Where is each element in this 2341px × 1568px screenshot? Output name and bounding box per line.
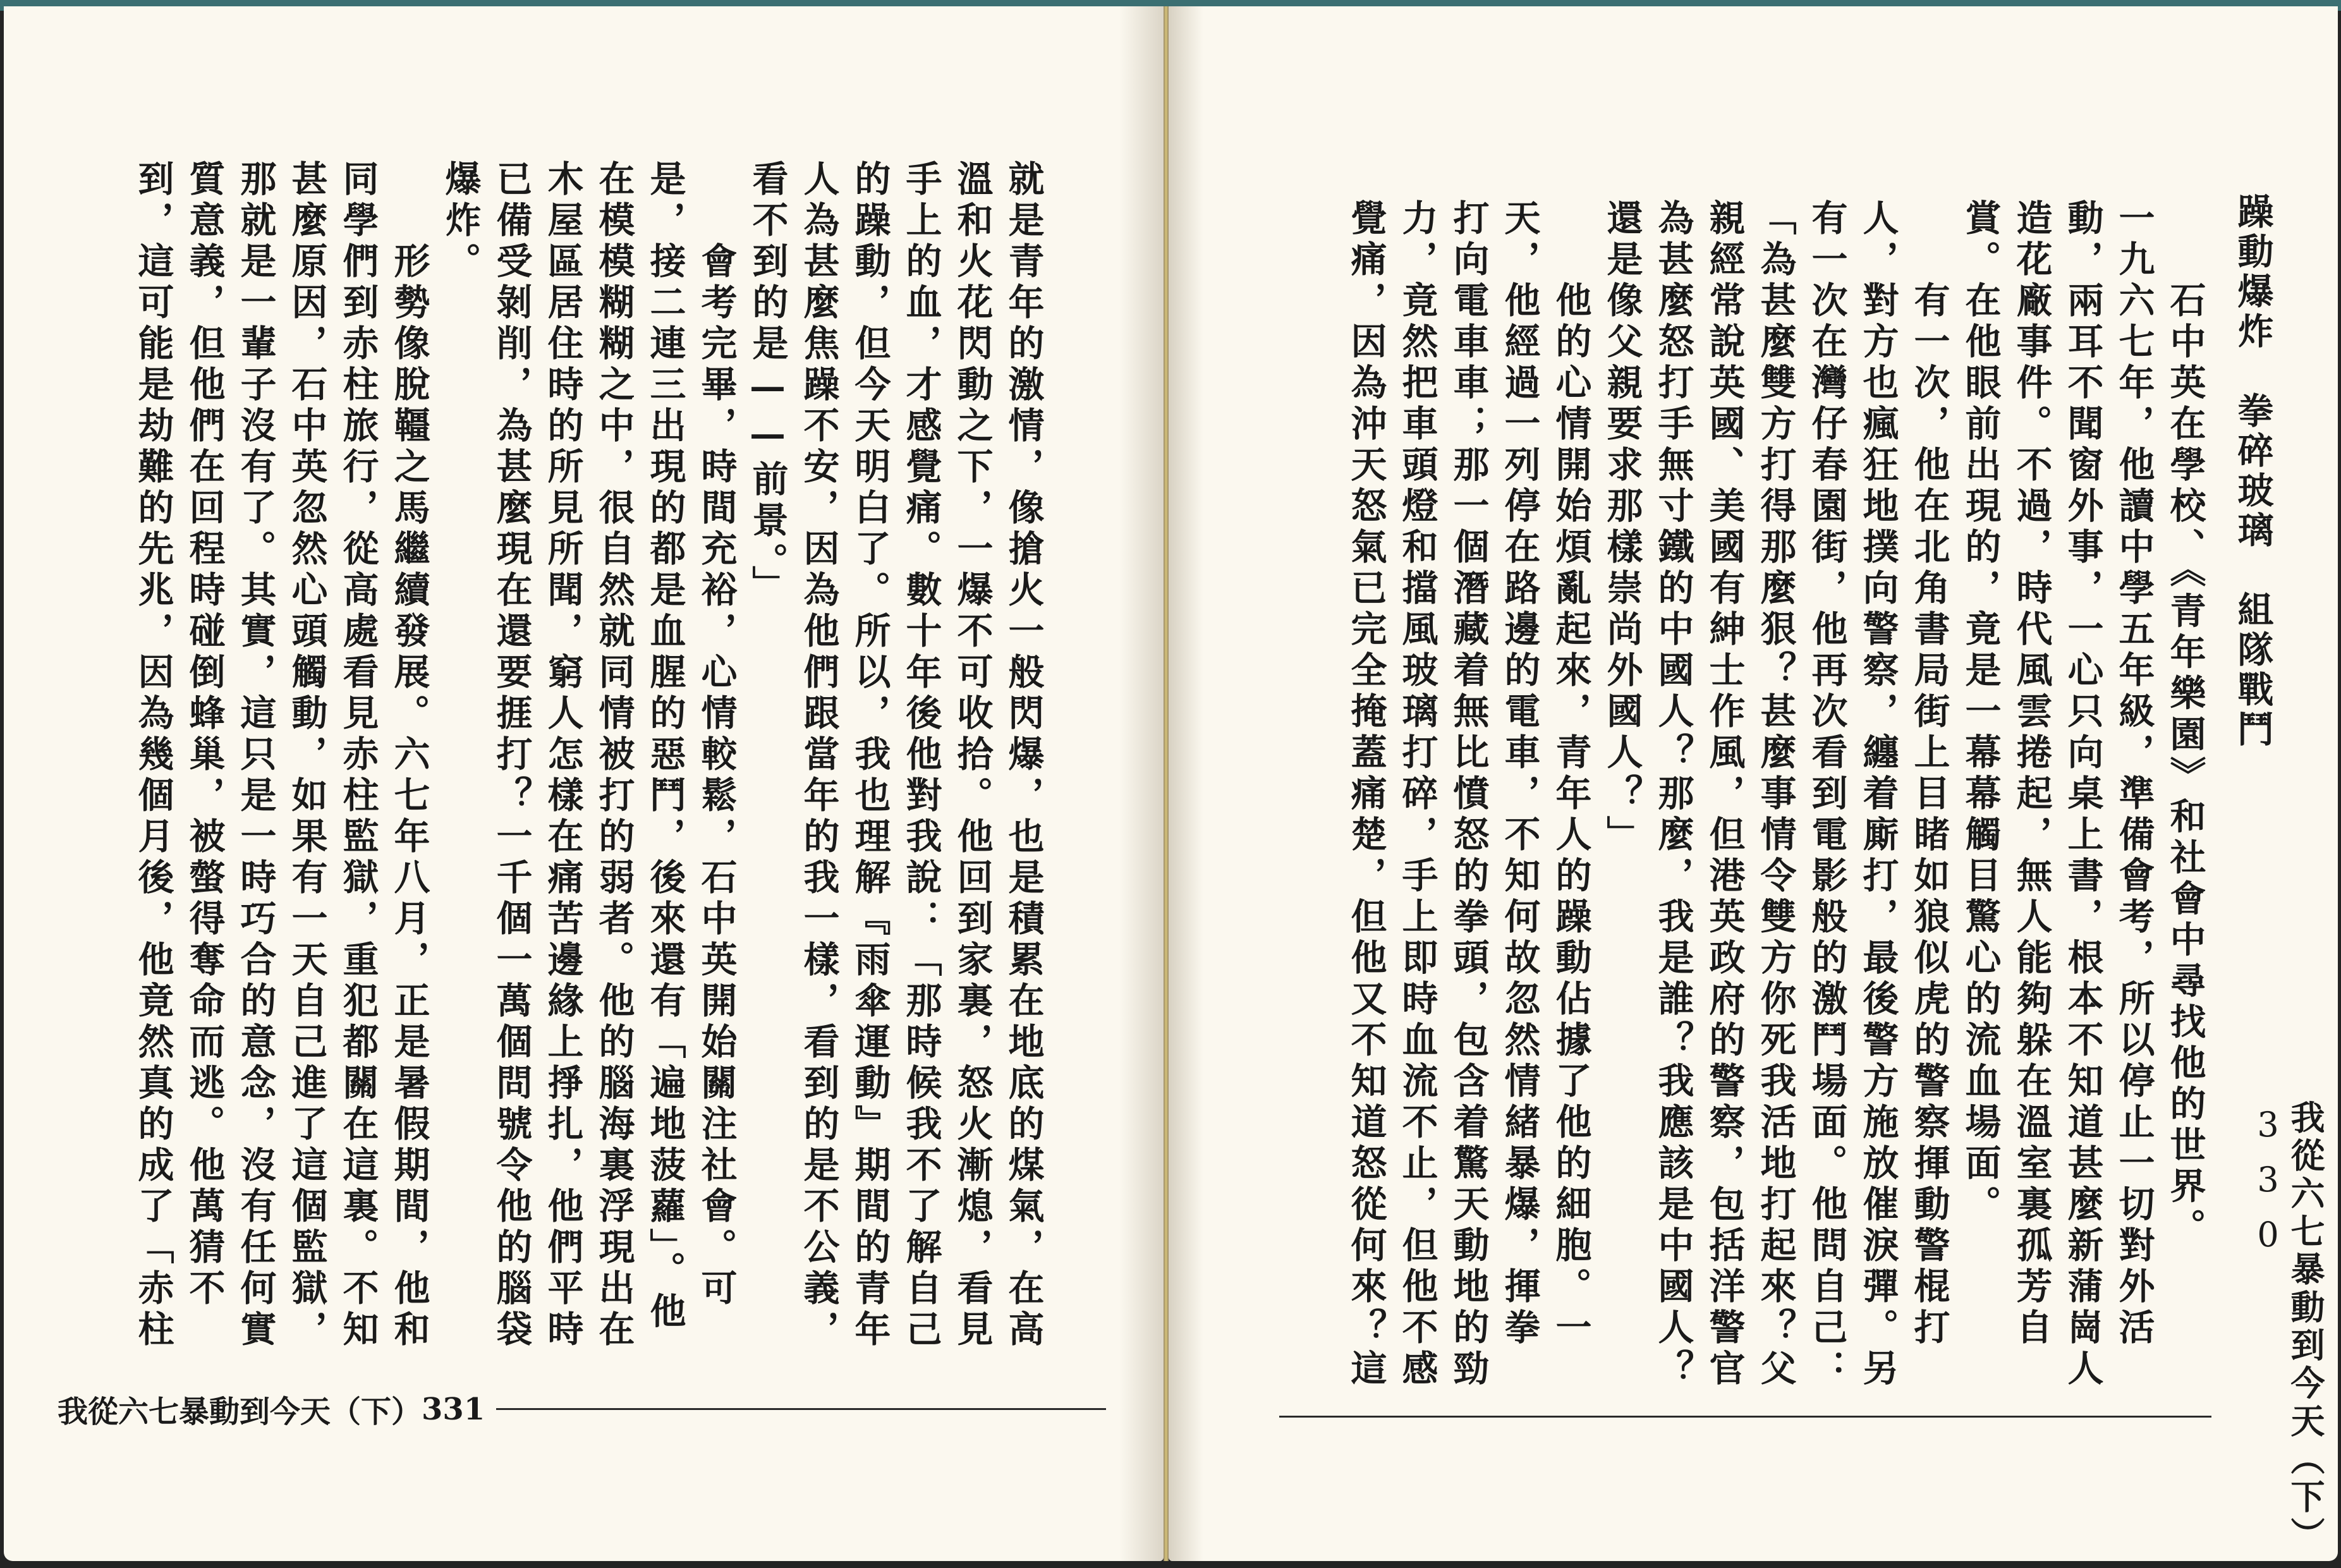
left-column-15: 甚麼原因，石中英忽然心頭觸動，如果有一天自己進了這個監獄， (286, 160, 328, 1351)
left-column-6: 看不到的是——前景。」 (746, 160, 789, 607)
running-title-text: 我從六七暴動到今天（下） (2285, 1100, 2326, 1555)
left-column-4: 的躁動，但今天明白了。所以，我也理解『雨傘運動』期間的青年 (849, 160, 891, 1351)
left-column-14: 同學們到赤柱旅行，從高處看見赤柱監獄，重犯都關在這裏。不知 (337, 160, 379, 1351)
right-column-17: 覺痛，因為沖天怒氣已完全掩蓋痛楚，但他又不知道怒從何來？這 (1345, 199, 1387, 1390)
left-column-9: 在模模糊糊之中，很自然就同情被打的弱者。他的腦海裏浮現出在 (593, 160, 635, 1351)
footer-rule-right (1279, 1416, 2211, 1418)
left-column-3: 手上的血，才感覺痛。數十年後他對我說：「那時候我不了解自己 (900, 160, 942, 1351)
right-column-3: 動，兩耳不聞窗外事，一心只向桌上書，根本不知道甚麼新蒲崗人 (2062, 199, 2104, 1390)
right-column-9: 「為甚麼雙方打得那麼狠？甚麼事情令雙方你死我活地打起來？父 (1754, 199, 1797, 1390)
section-heading: 躁動爆炸 拳碎玻璃 組隊戰鬥 (2232, 193, 2274, 750)
left-column-11: 已備受剝削，為甚麼現在還要捱打？一千個一萬個問號令他的腦袋 (490, 160, 533, 1351)
left-column-8: 是，接二連三出現的都是血腥的惡鬥，後來還有「遍地菠蘿」。他 (644, 160, 686, 1334)
right-column-4: 造花廠事件。不過，時代風雲捲起，無人能夠躲在溫室裏孤芳自 (2010, 199, 2053, 1349)
left-column-5: 人為甚麼焦躁不安，因為他們跟當年的我一樣，看到的是不公義， (798, 160, 840, 1351)
left-column-10: 木屋區居住時的所見所聞，窮人怎樣在痛苦邊緣上掙扎，他們平時 (542, 160, 584, 1351)
footer-book-title: 我從六七暴動到今天（下） (58, 1394, 422, 1430)
left-page (4, 6, 1164, 1561)
right-column-16: 力，竟然把車頭燈和擋風玻璃打碎，手上即時血流不止，但他不感 (1396, 199, 1438, 1390)
left-column-7: 會考完畢，時間充裕，心情較鬆，石中英開始關注社會。可 (695, 160, 738, 1310)
right-column-5: 賞。在他眼前出現的，竟是一幕幕觸目驚心的流血場面。 (1959, 199, 2002, 1226)
right-column-8: 有一次在灣仔春園街，他再次看到電影般的激鬥場面。他問自己： (1806, 199, 1848, 1390)
right-column-10: 親經常說英國、美國有紳士作風，但港英政府的警察，包括洋警官 (1703, 199, 1746, 1390)
right-column-12: 還是像父親要求那樣崇尚外國人？」 (1601, 199, 1643, 856)
left-column-12: 爆炸。 (439, 160, 482, 283)
left-column-17: 質意義，但他們在回程時碰倒蜂巢，被螫得奪命而逃。他萬猜不 (183, 160, 226, 1310)
right-column-11: 為甚麼怒打手無寸鐵的中國人？那麼，我是誰？我應該是中國人？ (1652, 199, 1694, 1390)
left-column-16: 那就是一輩子沒有了。其實，這只是一時巧合的意念，沒有任何實 (234, 160, 277, 1351)
gutter-shadow (1119, 6, 1164, 1561)
right-column-2: 一九六七年，他讀中學五年級，準備會考，所以停止一切對外活 (2113, 199, 2155, 1349)
right-column-15: 打向電車車；那一個潛藏着無比憤怒的拳頭，包含着驚天動地的勁 (1447, 199, 1490, 1390)
right-column-13: 他的心情開始煩亂起來，青年人的躁動佔據了他的細胞。一 (1550, 199, 1592, 1349)
right-column-6: 有一次，他在北角書局街上目睹如狼似虎的警察揮動警棍打 (1908, 199, 1950, 1349)
gutter-shadow (1169, 6, 1203, 1561)
page-number: 330 (2248, 1105, 2288, 1270)
right-column-7: 人，對方也瘋狂地撲向警察，纏着廝打，最後警方施放催淚彈。另 (1857, 199, 1899, 1390)
right-page (1169, 6, 2338, 1561)
left-column-13: 形勢像脫韁之馬繼續發展。六七年八月，正是暑假期間，他和 (388, 160, 430, 1351)
left-column-18: 到，這可能是劫難的先兆，因為幾個月後，他竟然真的成了「赤柱 (132, 160, 174, 1351)
running-title (2249, 1100, 2325, 1555)
right-column-14: 天，他經過一列停在路邊的電車，不知何故忽然情緒暴爆，揮拳 (1499, 199, 1541, 1349)
book-gutter (1164, 6, 1169, 1561)
footer-rule (496, 1408, 1106, 1410)
left-column-1: 就是青年的激情，像搶火一般閃爆，也是積累在地底的煤氣，在高 (1002, 160, 1045, 1351)
left-footer (58, 1387, 1106, 1431)
footer-page-number: 331 (422, 1391, 485, 1427)
left-column-2: 溫和火花閃動之下，一爆不可收拾。他回到家裏，怒火漸熄，看見 (951, 160, 994, 1351)
right-column-1: 石中英在學校、《青年樂園》和社會中尋找他的世界。 (2164, 199, 2206, 1249)
